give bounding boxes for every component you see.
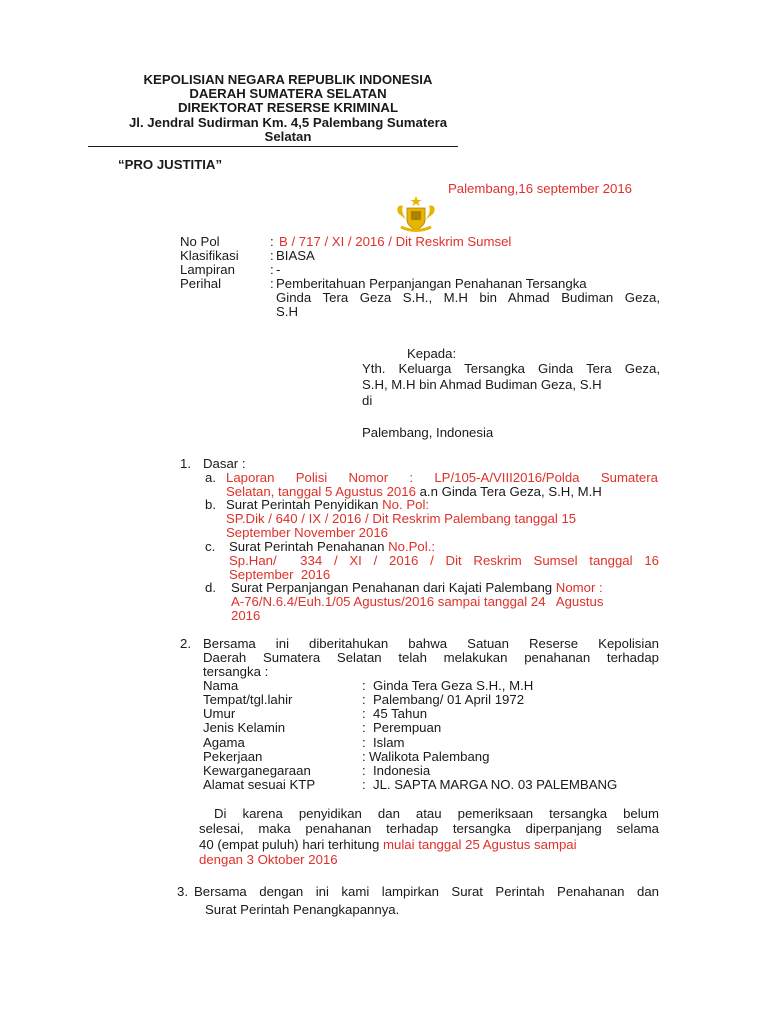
perihal-label: Perihal [180,276,222,291]
field-nama-colon: : [362,678,366,693]
item-b-line-2: SP.Dik / 640 / IX / 2016 / Dit Reskrim Palembang tanggal 15 [226,511,577,526]
field-ttl-colon: : [362,692,366,707]
field-umur-label: Umur [203,706,236,721]
item-d-line-1 [231,580,603,595]
field-alamat-colon: : [362,777,366,792]
item-c-title: Surat Perintah Penahanan [229,539,389,554]
section-2-number: 2. [180,636,191,651]
item-d-mark: d. [205,580,216,595]
header-line-institution: KEPOLISIAN NEGARA REPUBLIK INDONESIA [143,72,433,87]
item-a-line-1: Laporan Polisi Nomor : LP/105-A/VIII2016/Polda Sumatera [226,470,658,485]
field-agama-value: Islam [373,735,405,750]
detention-para-line-1: Di karena penyidikan dan atau pemeriksaan tersangka belum [214,806,659,821]
recipient-line-1: Yth. Keluarga Tersangka Ginda Tera Geza, [362,361,660,376]
place-date: Palembang,16 september 2016 [448,181,633,196]
header-line-region: DAERAH SUMATERA SELATAN [189,86,387,101]
lampiran-value: - [276,262,281,277]
lampiran-colon: : [270,262,274,277]
item-d-line-2: A-76/N.6.4/Euh.1/05 Agustus/2016 sampai tanggal 24 Agustus [231,594,604,609]
field-jenis-kelamin-colon: : [362,720,366,735]
field-umur-colon: : [362,706,366,721]
no-pol-colon: : [270,234,274,249]
item-c-line-1 [229,539,435,554]
field-pekerjaan-colon: : [362,749,366,764]
field-alamat-value: JL. SAPTA MARGA NO. 03 PALEMBANG [373,777,618,792]
header-divider [88,146,458,147]
section-3-number: 3. [177,884,188,899]
field-jenis-kelamin-label: Jenis Kelamin [203,720,286,735]
item-c-line-3: September 2016 [229,567,331,582]
field-ttl-value: Palembang/ 01 April 1972 [373,692,525,707]
klasifikasi-value: BIASA [276,248,315,263]
item-c-nopol: No.Pol.: [388,539,436,554]
item-b-line-3: September November 2016 [226,525,389,540]
no-pol-label: No Pol [180,234,220,249]
field-alamat-label: Alamat sesuai KTP [203,777,316,792]
field-agama-label: Agama [203,735,245,750]
header-line-address: Jl. Jendral Sudirman Km. 4,5 Palembang Sumatera [128,115,448,130]
item-a-mark: a. [205,470,216,485]
item-d-nomor: Nomor : [555,580,603,595]
field-ttl-label: Tempat/tgl.lahir [203,692,293,707]
item-d-line-3: 2016 [231,608,261,623]
kepada-label: Kepada: [407,346,457,361]
detention-para-line-2: selesai, maka penahanan terhadap tersangka diperpanjang selama [199,821,659,836]
perihal-line-1: Pemberitahuan Perpanjangan Penahanan Tersangka [276,276,587,291]
pro-justitia: “PRO JUSTITIA” [118,157,223,172]
item-b-title: Surat Perintah Penyidikan [226,497,383,512]
section-1-title: Dasar : [203,456,246,471]
field-nama-value: Ginda Tera Geza S.H., M.H [373,678,534,693]
detention-para-line-3 [199,837,577,852]
detention-para-line-4: dengan 3 Oktober 2016 [199,852,338,867]
field-umur-value: 45 Tahun [373,706,428,721]
field-nama-label: Nama [203,678,239,693]
detention-duration: 40 (empat puluh) hari terhitung [199,837,384,852]
section-2-line-1: Bersama ini diberitahukan bahwa Satuan Reserse Kepolisian [203,636,659,651]
perihal-line-3: S.H [276,304,298,319]
klasifikasi-colon: : [270,248,274,263]
item-a-date: Selatan, tanggal 5 Agustus 2016 [226,484,416,499]
perihal-colon: : [270,276,274,291]
field-jenis-kelamin-value: Perempuan [373,720,442,735]
field-agama-colon: : [362,735,366,750]
recipient-city: Palembang, Indonesia [362,425,494,440]
perihal-line-2: Ginda Tera Geza S.H., M.H bin Ahmad Budiman Geza, [276,290,660,305]
item-c-mark: c. [205,539,216,554]
section-2-line-2: Daerah Sumatera Selatan telah melakukan penahanan terhadap [203,650,659,665]
item-b-line-1 [226,497,429,512]
header-line-directorate: DIREKTORAT RESERSE KRIMINAL [177,100,399,115]
klasifikasi-label: Klasifikasi [180,248,239,263]
lampiran-label: Lampiran [180,262,235,277]
item-c-line-2: Sp.Han/ 334 / XI / 2016 / Dit Reskrim Sumsel tanggal 16 [229,553,659,568]
item-a-name: a.n Ginda Tera Geza, S.H, M.H [415,484,602,499]
field-kewarganegaraan-label: Kewarganegaraan [203,763,311,778]
section-3-line-2: Surat Perintah Penangkapannya. [205,902,400,917]
detention-start: mulai tanggal 25 Agustus sampai [383,837,577,852]
header-line-address-cont: Selatan [264,129,312,144]
no-pol-value: B / 717 / XI / 2016 / Dit Reskrim Sumsel [279,234,512,249]
field-kewarganegaraan-value: Indonesia [373,763,431,778]
section-1-number: 1. [180,456,191,471]
field-pekerjaan-value: Walikota Palembang [369,749,490,764]
section-3-line-1: Bersama dengan ini kami lampirkan Surat Perintah Penahanan dan [194,884,659,899]
item-b-mark: b. [205,497,216,512]
field-pekerjaan-label: Pekerjaan [203,749,263,764]
item-b-nopol: No. Pol: [382,497,430,512]
recipient-di: di [362,393,373,408]
section-2-line-3: tersangka : [203,664,269,679]
police-emblem-icon [393,194,439,234]
field-kewarganegaraan-colon: : [362,763,366,778]
item-d-title: Surat Perpanjangan Penahanan dari Kajati Palembang [231,580,556,595]
recipient-line-2: S.H, M.H bin Ahmad Budiman Geza, S.H [362,377,602,392]
